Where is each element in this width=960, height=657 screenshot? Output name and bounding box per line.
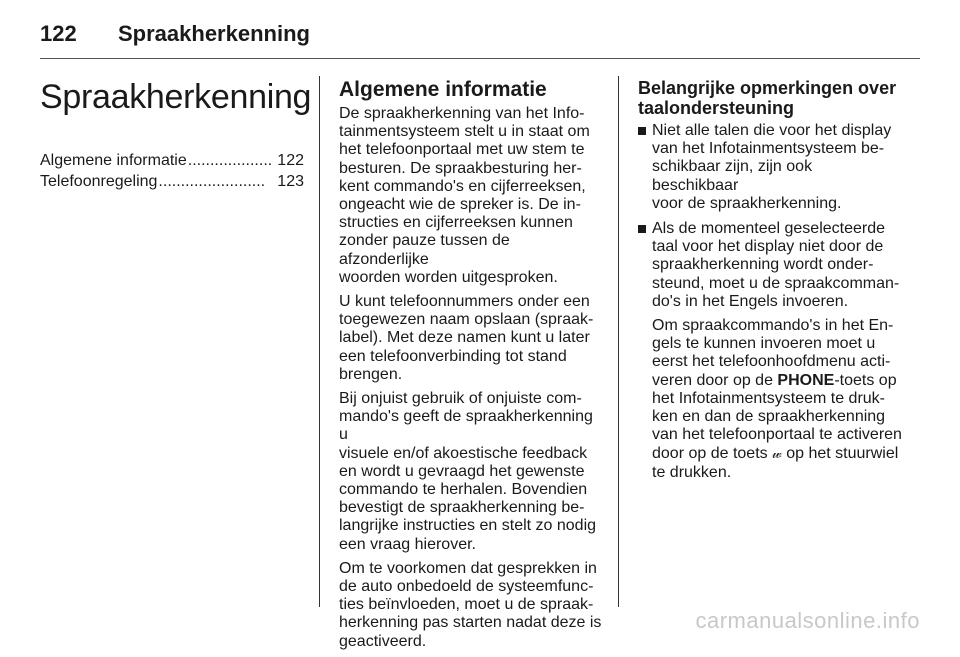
paragraph: De spraakherkenning van het Info- tainmentsysteem stelt u in staat om het telefoonportaal met uw stem te besturen. De spraakbesturing her- kent commando's en cijferreeksen, ongeacht wie de spreker is. De in- structies en cijferreeksen kunnen zonder pauze tussen de afzonderlijke woorden worden uitgesproken. — [339, 105, 590, 286]
column-divider-left — [319, 76, 320, 607]
toc-leader-dots: ................... — [187, 152, 273, 169]
header-rule — [40, 58, 920, 59]
chapter-title: Spraakherkenning — [40, 78, 312, 116]
toc-entry[interactable] — [40, 171, 304, 192]
bullet-text: Niet alle talen die voor het display van het Infotainmentsysteem be- schikbaar zijn, zijn ook beschikbaar voor de spraakherkenning. — [652, 122, 892, 212]
toc-column — [40, 78, 312, 192]
paragraph: U kunt telefoonnummers onder een toegewezen naam opslaan (spraak- label). Met deze namen kunt u later een telefoonverbinding tot stand brengen. — [339, 293, 594, 383]
page-number: 122 — [40, 21, 77, 46]
bullet-item — [638, 220, 902, 482]
toc-leader-dots: ........................ — [158, 173, 266, 190]
toc-entry-label: Telefoonregeling — [40, 173, 158, 190]
bullet-followup-text — [652, 317, 902, 482]
bullet-text: Als de momenteel geselecteerde taal voor het display niet door de spraakherkenning wordt onder- steund, moet u de spraakcomman- do's in het Engels invoeren. — [652, 220, 900, 310]
general-info-column — [339, 78, 603, 657]
followup-text-part: -toets op het Infotainmentsysteem te druk- ken en dan de spraakherkenning van het telefoonportaal te activeren door op de toets — [652, 371, 902, 463]
running-title: Spraakherkenning — [118, 21, 310, 46]
bullet-item — [638, 122, 902, 213]
followup-text-part: op het stuurwiel te drukken. — [652, 445, 899, 481]
bullet-square-icon — [638, 127, 646, 135]
language-notes-column — [638, 78, 902, 489]
section-title-language: Belangrijke opmerkingen over taalondersteuning — [638, 78, 897, 118]
voice-control-icon: 𝓌 — [772, 445, 782, 462]
toc-entry-page: 122 — [277, 152, 304, 169]
bullet-square-icon — [638, 225, 646, 233]
page-header — [40, 14, 310, 54]
watermark: carmanualsonline.info — [695, 608, 920, 633]
toc-entry-label: Algemene informatie — [40, 152, 187, 169]
paragraph: Bij onjuist gebruik of onjuiste com- mando's geeft de spraakherkenning u visuele en/of akoestische feedback en wordt u gevraagd het gewenste commando te herhalen. Bovendien bevestigt de spraakherkenning be- langrijke instructies en stelt zo nodig een vraag hierover. — [339, 390, 597, 553]
followup-text-part: Om spraakcommando's in het En- gels te kunnen invoeren moet u eerst het telefoonhoofdmenu acti- veren door op de — [652, 317, 894, 389]
toc-entry[interactable] — [40, 150, 304, 171]
toc-entry-page: 123 — [277, 173, 304, 190]
phone-button-label: PHONE — [777, 371, 835, 389]
column-divider-right — [618, 76, 619, 607]
section-title-general: Algemene informatie — [339, 78, 547, 101]
paragraph: Om te voorkomen dat gesprekken in de auto onbedoeld de systeemfunc- ties beïnvloeden, moet u de spraak- herkenning pas starten nadat deze is geactiveerd. — [339, 559, 602, 650]
